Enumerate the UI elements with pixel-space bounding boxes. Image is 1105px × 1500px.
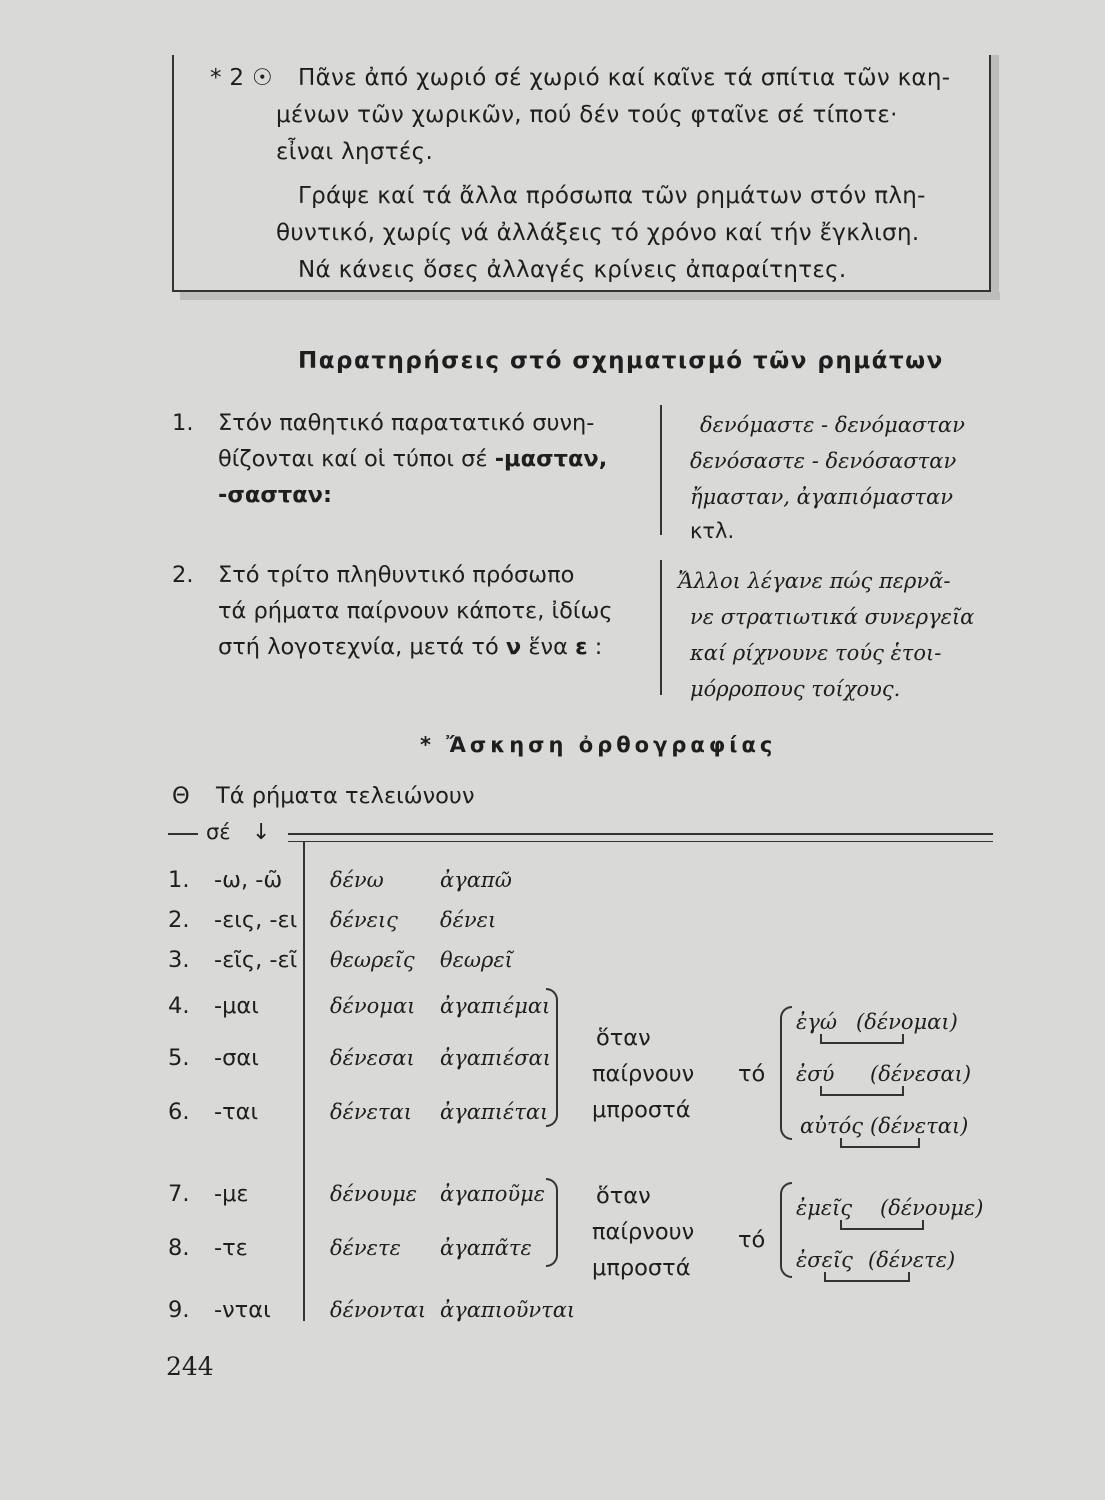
brace-group2-right: [780, 1182, 792, 1278]
row-number: 4.: [168, 993, 190, 1019]
group2-pronoun-2: ἐσεῖς: [796, 1248, 853, 1272]
obs1-suffix-sastan: -σασταν:: [218, 482, 332, 508]
exercise-line-4: Γράψε καί τά ἄλλα πρόσωπα τῶν ρημάτων στόν πλη-: [298, 183, 926, 209]
group1-line-3: μπροστά: [592, 1097, 691, 1123]
obs2-line-2: τά ρήματα παίρνουν κάποτε, ἰδίως: [218, 598, 613, 624]
group2-verb-2: (δένετε): [868, 1248, 956, 1272]
row-verb-1: δένεσαι: [330, 1046, 415, 1070]
rule-vertical: [303, 841, 305, 1321]
obs2-letter-e: ε: [575, 634, 588, 660]
row-number: 5.: [168, 1045, 190, 1071]
exercise-line-2: μένων τῶν χωρικῶν, πού δέν τούς φταῖνε σέ τίποτε·: [276, 102, 898, 128]
group2-line-1: ὅταν: [596, 1183, 651, 1209]
row-verb-2: ἀγαπιέμαι: [440, 994, 551, 1018]
obs1-line-2a: θίζονται καί οἱ τύποι σέ: [218, 446, 488, 472]
row-verb-2: δένει: [440, 908, 497, 932]
spelling-title: * Ἄσκηση ὀρθογραφίας: [420, 733, 777, 757]
row-verb-2: ἀγαπᾶτε: [440, 1236, 532, 1260]
row-number: 9.: [168, 1297, 190, 1323]
exercise-line-1: Πᾶνε ἀπό χωριό σέ χωριό καί καῖνε τά σπίτια τῶν καη-: [298, 65, 951, 91]
obs2-line-3a: στή λογοτεχνία, μετά τό: [218, 634, 499, 660]
group1-verb-3: (δένεται): [870, 1114, 969, 1138]
row-verb-1: δένετε: [330, 1236, 401, 1260]
obs2-colon: :: [594, 634, 603, 660]
obs1-line-2: [218, 441, 607, 477]
exercise-marker: * 2 ☉: [210, 65, 273, 91]
row-verb-2: ἀγαπιοῦνται: [440, 1298, 576, 1322]
obs2-letter-n: ν: [505, 634, 522, 660]
row-verb-2: θεωρεῖ: [440, 948, 513, 972]
row-number: 6.: [168, 1099, 190, 1125]
row-verb-2: ἀγαποῦμε: [440, 1182, 546, 1206]
obs1-number: 1.: [172, 410, 194, 436]
row-ending: -εις, -ει: [214, 907, 298, 933]
row-number: 8.: [168, 1235, 190, 1261]
row-verb-2: ἀγαπιέται: [440, 1100, 549, 1124]
group2-line-3: μπροστά: [592, 1255, 691, 1281]
row-ending: -ω, -ῶ: [214, 867, 283, 893]
group1-pronoun-2: ἐσύ: [796, 1062, 835, 1086]
group1-pronoun-1: ἐγώ: [796, 1010, 837, 1034]
group1-verb-1: (δένομαι): [856, 1010, 958, 1034]
obs2-divider: [660, 560, 662, 695]
obs1-example-3: ἤμασταν, ἀγαπιόμασταν: [690, 485, 953, 509]
brace-group1-right: [780, 1006, 792, 1140]
row-verb-2: ἀγαπιέσαι: [440, 1046, 551, 1070]
spelling-intro: Τά ρήματα τελειώνουν: [216, 783, 475, 809]
group2-to: τό: [738, 1227, 766, 1253]
group1-verb-2: (δένεσαι): [870, 1062, 972, 1086]
group2-line-2: παίρνουν: [592, 1219, 695, 1245]
down-arrow-icon: ↓: [252, 820, 271, 845]
obs2-example-2: νε στρατιωτικά συνεργεῖα: [690, 605, 975, 629]
rule-left: [168, 833, 198, 835]
group2-verb-1: (δένουμε): [880, 1196, 984, 1220]
row-verb-1: δένουμε: [330, 1182, 418, 1206]
obs2-example-3: καί ρίχνουνε τούς ἑτοι-: [690, 641, 942, 665]
row-verb-1: δένεται: [330, 1100, 412, 1124]
row-ending: -νται: [214, 1297, 271, 1323]
observations-title: Παρατηρήσεις στό σχηματισμό τῶν ρημάτων: [298, 348, 944, 374]
brace-group1-left: [546, 988, 558, 1127]
obs1-example-4: κτλ.: [690, 519, 735, 543]
obs1-line-1: Στόν παθητικό παρατατικό συνη-: [218, 410, 595, 436]
row-number: 1.: [168, 867, 190, 893]
row-verb-1: δένομαι: [330, 994, 416, 1018]
brace-group2-left: [546, 1178, 558, 1267]
row-ending: -ται: [214, 1099, 259, 1125]
row-verb-1: δένω: [330, 868, 384, 892]
obs1-divider: [660, 405, 662, 535]
obs2-line-3: [218, 629, 602, 665]
obs1-example-1: δενόμαστε - δενόμασταν: [700, 413, 965, 437]
rule-top: [288, 833, 993, 835]
row-ending: -σαι: [214, 1045, 259, 1071]
obs2-example-1: Ἄλλοι λέγανε πώς περνᾶ-: [678, 569, 951, 593]
obs2-number: 2.: [172, 562, 194, 588]
obs1-example-2: δενόσαστε - δενόσασταν: [690, 449, 957, 473]
obs2-line-1: Στό τρίτο πληθυντικό πρόσωπο: [218, 562, 575, 588]
se-label: σέ: [206, 820, 231, 844]
row-verb-1: δένονται: [330, 1298, 427, 1322]
row-number: 3.: [168, 947, 190, 973]
exercise-line-5: θυντικό, χωρίς νά ἀλλάξεις τό χρόνο καί τήν ἔγκλιση.: [276, 220, 920, 246]
obs1-suffix-mastan: -μασταν,: [494, 446, 608, 472]
row-verb-1: δένεις: [330, 908, 398, 932]
group1-line-1: ὅταν: [596, 1025, 651, 1051]
row-number: 2.: [168, 907, 190, 933]
rule-top-2: [288, 841, 993, 842]
group1-line-2: παίρνουν: [592, 1061, 695, 1087]
group2-pronoun-1: ἐμεῖς: [796, 1196, 853, 1220]
group1-to: τό: [738, 1061, 766, 1087]
row-ending: -με: [214, 1181, 249, 1207]
obs2-example-4: μόρροπους τοίχους.: [690, 677, 901, 701]
row-verb-1: θεωρεῖς: [330, 948, 415, 972]
row-ending: -εῖς, -εῖ: [214, 947, 298, 973]
row-ending: -μαι: [214, 993, 259, 1019]
row-verb-2: ἀγαπῶ: [440, 868, 512, 892]
exercise-line-3: εἶναι ληστές.: [276, 139, 434, 165]
group1-pronoun-3: αὐτός: [800, 1114, 863, 1138]
exercise-line-6: Νά κάνεις ὅσες ἀλλαγές κρίνεις ἀπαραίτητες.: [298, 257, 847, 283]
row-ending: -τε: [214, 1235, 248, 1261]
spelling-intro-symbol: Θ: [172, 783, 190, 809]
obs2-line-3c: ἕνα: [528, 634, 568, 660]
row-number: 7.: [168, 1181, 190, 1207]
page-number: 244: [166, 1352, 214, 1381]
